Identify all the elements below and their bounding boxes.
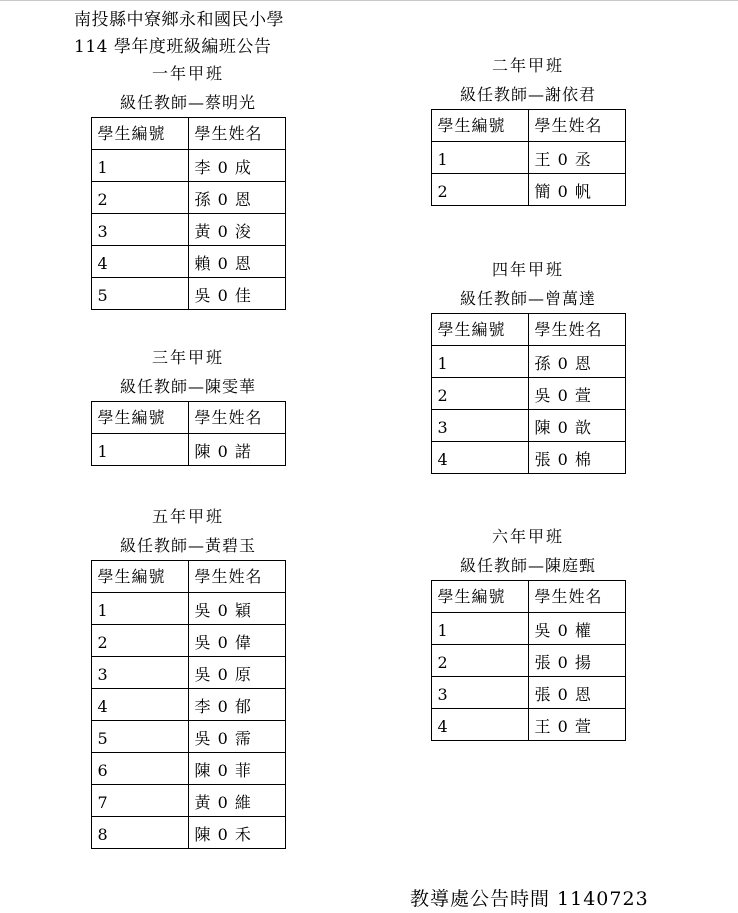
student-number: 2 [431, 174, 528, 206]
student-name: 張 0 棉 [528, 442, 625, 474]
column-header-number: 學生編號 [431, 314, 528, 346]
student-number: 1 [431, 346, 528, 378]
student-number: 3 [431, 677, 528, 709]
student-number: 7 [91, 785, 188, 817]
student-name: 吳 0 穎 [188, 593, 285, 625]
column-header-number: 學生編號 [91, 561, 188, 593]
table-row [91, 689, 285, 721]
column-header-number: 學生編號 [91, 118, 188, 150]
table-row [91, 150, 285, 182]
student-number: 8 [91, 817, 188, 849]
student-number: 5 [91, 278, 188, 310]
column-header-name: 學生姓名 [188, 561, 285, 593]
class-title: 一年甲班 [151, 64, 224, 83]
table-header-row [91, 561, 285, 593]
student-name: 陳 0 諾 [188, 434, 285, 466]
column-header-number: 學生編號 [431, 110, 528, 142]
class-block-grade-5 [88, 506, 288, 849]
column-header-number: 學生編號 [91, 402, 188, 434]
student-name: 張 0 恩 [528, 677, 625, 709]
student-number: 2 [431, 645, 528, 677]
class-block-grade-3 [88, 347, 288, 466]
student-name: 李 0 成 [188, 150, 285, 182]
student-number: 1 [431, 142, 528, 174]
student-name: 陳 0 菲 [188, 753, 285, 785]
student-table [91, 117, 286, 310]
student-number: 5 [91, 721, 188, 753]
homeroom-teacher: 級任教師—曾萬達 [459, 289, 596, 308]
student-number: 1 [91, 150, 188, 182]
student-name: 吳 0 萱 [528, 378, 625, 410]
column-header-number: 學生編號 [431, 581, 528, 613]
student-name: 李 0 郁 [188, 689, 285, 721]
table-row [431, 378, 625, 410]
table-row [91, 214, 285, 246]
student-name: 黃 0 浚 [188, 214, 285, 246]
column-header-name: 學生姓名 [528, 314, 625, 346]
table-row [431, 645, 625, 677]
student-name: 簡 0 帆 [528, 174, 625, 206]
student-name: 黃 0 維 [188, 785, 285, 817]
student-number: 2 [91, 625, 188, 657]
table-row [91, 246, 285, 278]
class-title: 四年甲班 [491, 260, 564, 279]
table-row [91, 182, 285, 214]
student-number: 1 [91, 434, 188, 466]
homeroom-teacher: 級任教師—陳雯華 [119, 377, 256, 396]
class-title: 六年甲班 [491, 527, 564, 546]
class-title: 二年甲班 [491, 56, 564, 75]
student-table [431, 109, 626, 206]
table-row [91, 753, 285, 785]
table-row [431, 174, 625, 206]
table-row [91, 721, 285, 753]
student-name: 張 0 揚 [528, 645, 625, 677]
column-header-name: 學生姓名 [528, 110, 625, 142]
student-table [431, 580, 626, 741]
student-name: 孫 0 恩 [528, 346, 625, 378]
homeroom-teacher: 級任教師—陳庭甄 [459, 556, 596, 575]
student-table [91, 401, 286, 466]
student-number: 2 [91, 182, 188, 214]
student-number: 3 [91, 657, 188, 689]
student-name: 吳 0 權 [528, 613, 625, 645]
class-block-grade-2 [428, 55, 628, 206]
announcement-title: 114 學年度班級編班公告 [74, 37, 272, 57]
table-header-row [431, 581, 625, 613]
class-block-grade-4 [428, 259, 628, 474]
table-row [431, 346, 625, 378]
student-number: 4 [91, 689, 188, 721]
student-number: 6 [91, 753, 188, 785]
student-number: 4 [91, 246, 188, 278]
table-header-row [91, 118, 285, 150]
table-row [91, 785, 285, 817]
student-number: 3 [431, 410, 528, 442]
class-block-grade-6 [428, 526, 628, 741]
announcement-date: 教導處公告時間 1140723 [410, 888, 649, 910]
class-title: 五年甲班 [151, 507, 224, 526]
student-name: 王 0 丞 [528, 142, 625, 174]
table-row [431, 613, 625, 645]
student-name: 孫 0 恩 [188, 182, 285, 214]
student-number: 4 [431, 442, 528, 474]
student-name: 吳 0 佳 [188, 278, 285, 310]
column-header-name: 學生姓名 [528, 581, 625, 613]
document-header [74, 7, 284, 61]
homeroom-teacher: 級任教師—黃碧玉 [119, 536, 256, 555]
student-table [91, 560, 286, 849]
student-table [431, 313, 626, 474]
table-row [91, 278, 285, 310]
student-name: 王 0 萱 [528, 709, 625, 741]
table-row [431, 410, 625, 442]
student-name: 賴 0 恩 [188, 246, 285, 278]
table-row [91, 625, 285, 657]
student-name: 吳 0 原 [188, 657, 285, 689]
student-name: 陳 0 禾 [188, 817, 285, 849]
table-row [91, 434, 285, 466]
column-header-name: 學生姓名 [188, 118, 285, 150]
column-header-name: 學生姓名 [188, 402, 285, 434]
table-header-row [431, 110, 625, 142]
class-title: 三年甲班 [151, 348, 224, 367]
table-row [91, 817, 285, 849]
student-number: 2 [431, 378, 528, 410]
table-row [91, 593, 285, 625]
homeroom-teacher: 級任教師—蔡明光 [119, 93, 256, 112]
student-name: 吳 0 偉 [188, 625, 285, 657]
table-header-row [431, 314, 625, 346]
class-block-grade-1 [88, 63, 288, 310]
student-number: 3 [91, 214, 188, 246]
table-row [431, 677, 625, 709]
table-row [431, 142, 625, 174]
student-number: 1 [431, 613, 528, 645]
top-border-line [0, 0, 738, 1]
table-row [431, 442, 625, 474]
homeroom-teacher: 級任教師—謝依君 [459, 85, 596, 104]
table-header-row [91, 402, 285, 434]
school-name: 南投縣中寮鄉永和國民小學 [74, 10, 284, 30]
student-name: 吳 0 霈 [188, 721, 285, 753]
table-row [91, 657, 285, 689]
student-name: 陳 0 歆 [528, 410, 625, 442]
student-number: 4 [431, 709, 528, 741]
student-number: 1 [91, 593, 188, 625]
table-row [431, 709, 625, 741]
